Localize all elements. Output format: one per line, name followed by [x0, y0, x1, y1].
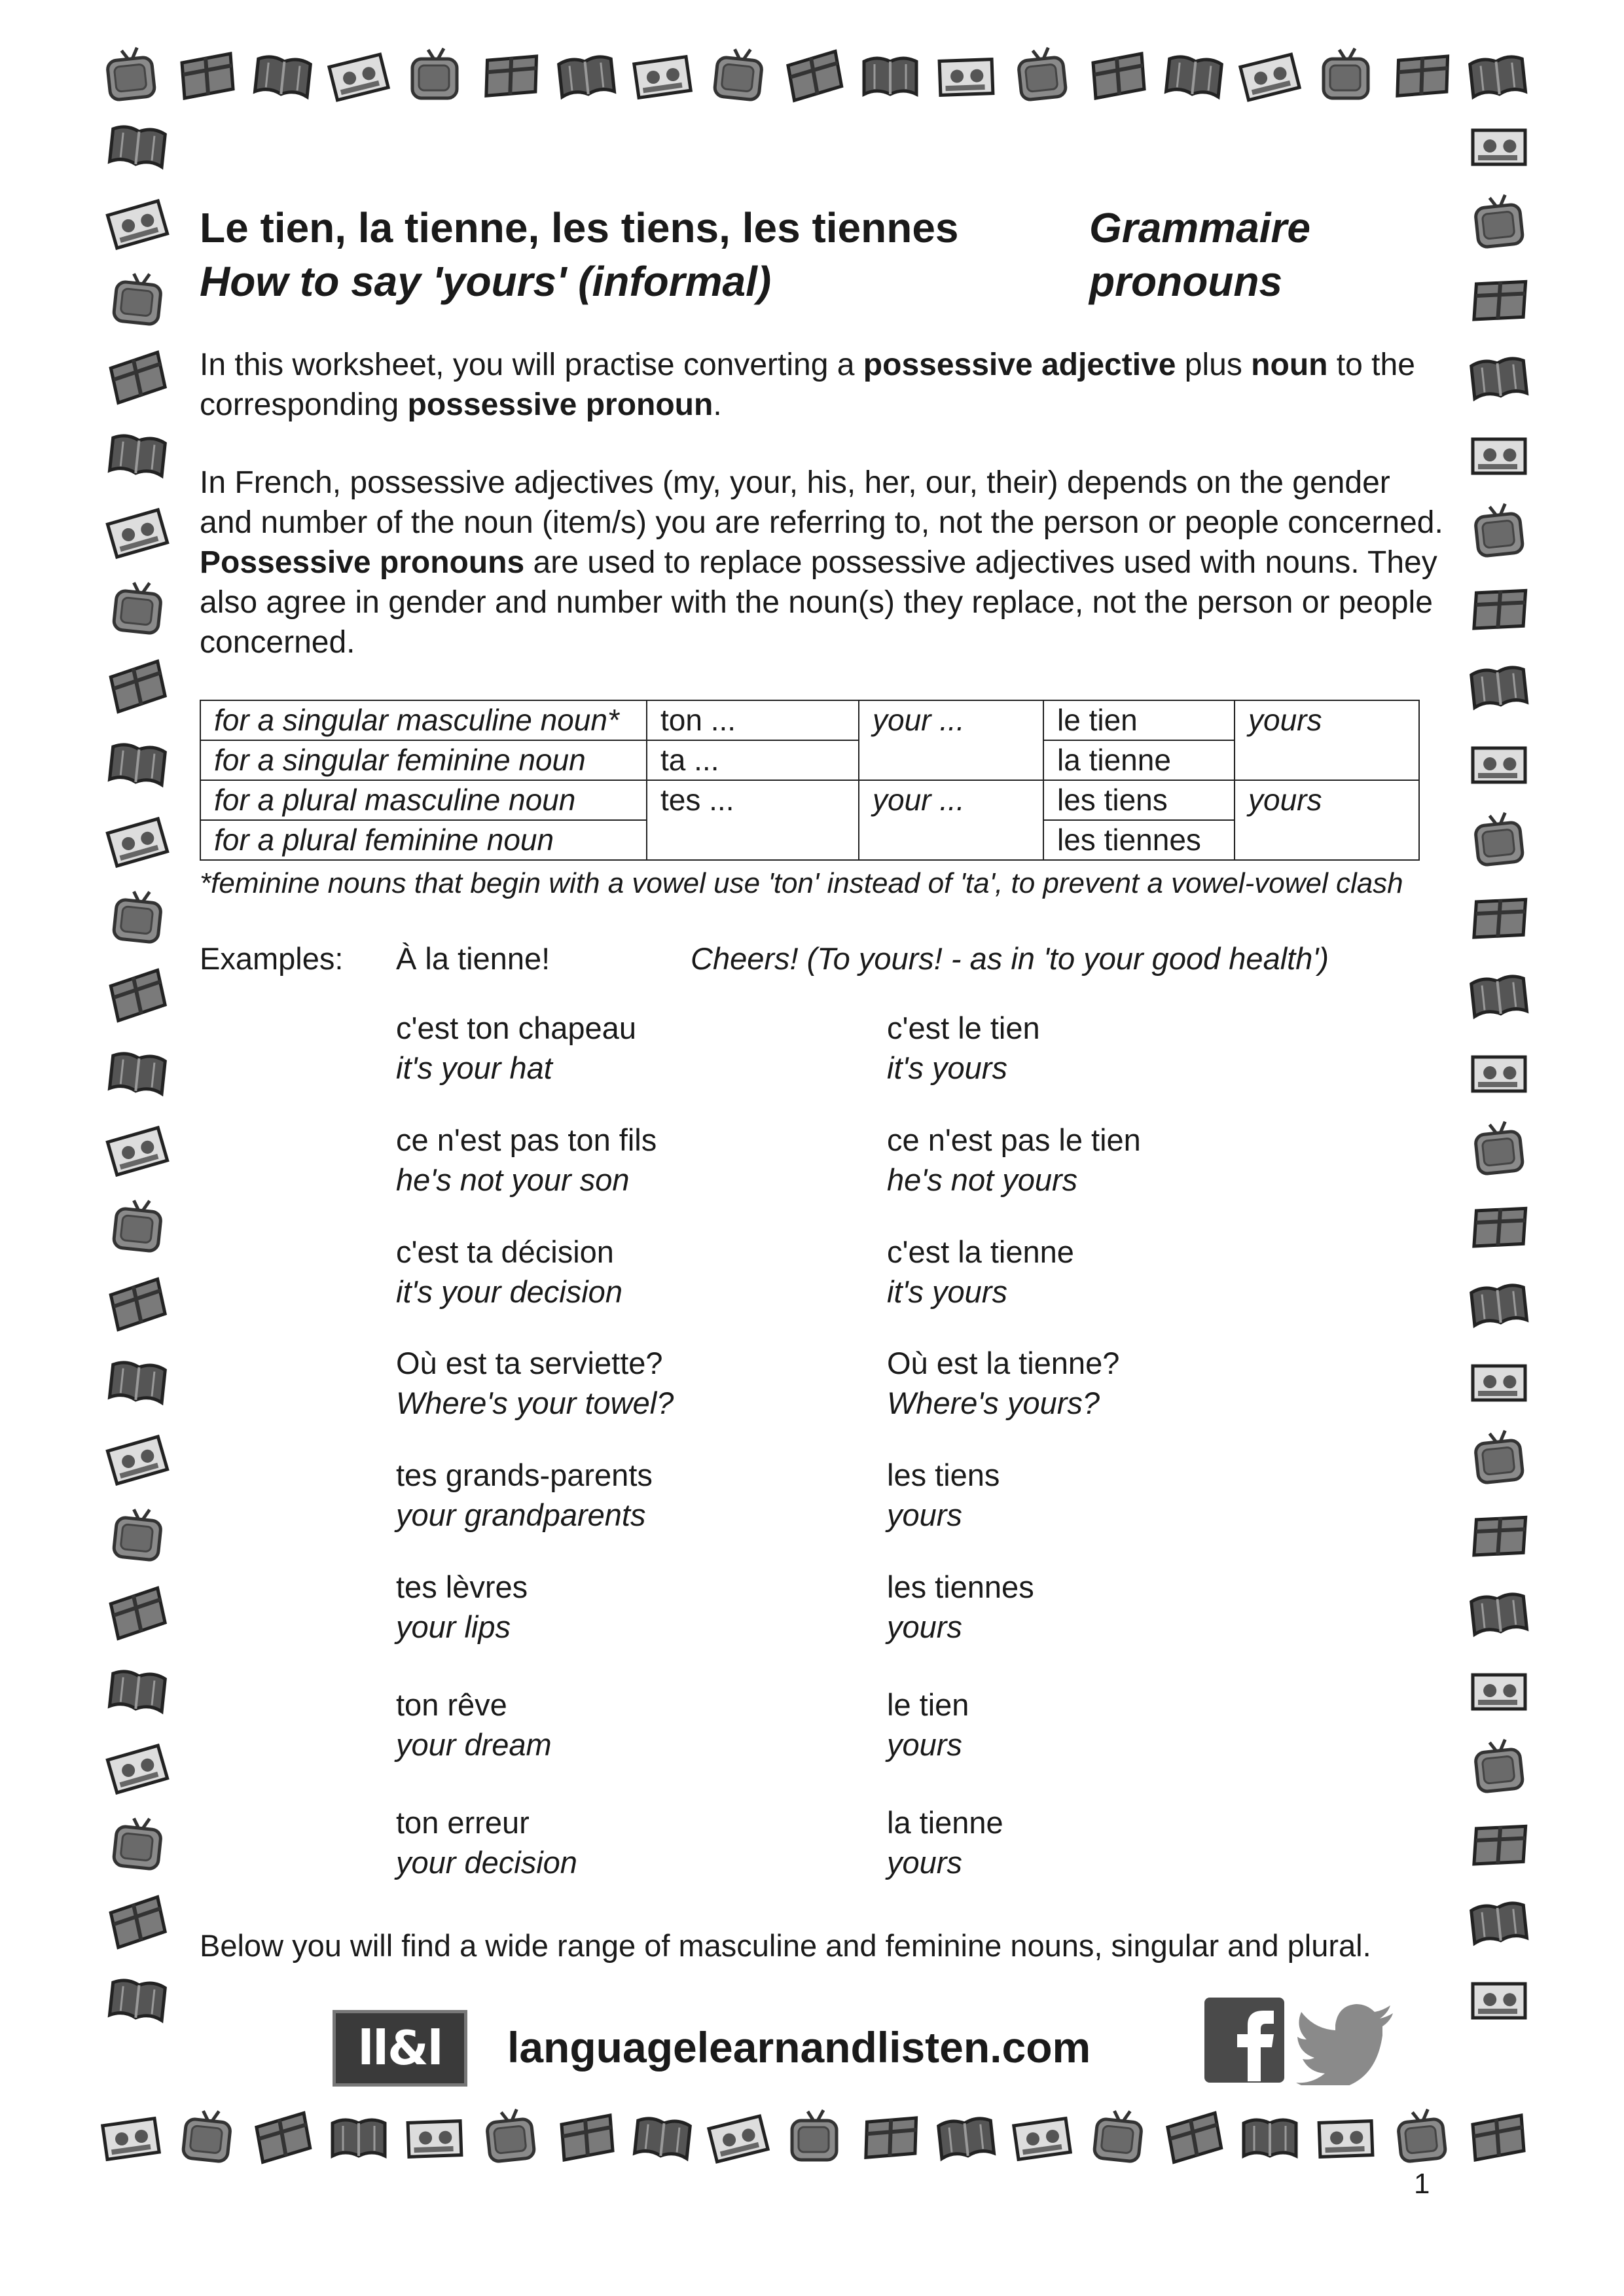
bold-term: Possessive pronouns	[200, 545, 525, 580]
ticket-icon	[1468, 1359, 1530, 1407]
table-cell-pronoun-en: yours	[1235, 700, 1419, 780]
flag-icon	[1471, 893, 1528, 944]
example-right-english: yours	[887, 1609, 962, 1644]
text-run: are used to replace possessive adjectives used with nouns. They also agree in gender and number with the noun(s) they replace, not the person or people concerned.	[200, 545, 1437, 660]
book-icon	[558, 56, 614, 97]
table-cell-pronoun: le tien	[1043, 700, 1235, 740]
examples-label: Examples:	[200, 941, 344, 976]
example-right-english: it's yours	[887, 1274, 1007, 1309]
tv-icon	[1017, 46, 1067, 101]
page-title: Le tien, la tienne, les tiens, les tiennes	[200, 204, 959, 251]
tv-icon	[1474, 1738, 1524, 1793]
example-right-french: les tiens	[887, 1458, 1000, 1492]
flag-icon	[1395, 51, 1451, 101]
flag-icon	[109, 1588, 166, 1639]
example-right	[887, 1343, 1119, 1423]
flag-icon	[863, 2113, 919, 2162]
example-right-french: la tienne	[887, 1805, 1003, 1840]
book-icon	[110, 1361, 166, 1403]
ticket-icon	[1468, 741, 1530, 789]
flag-icon	[1471, 1820, 1528, 1871]
tv-icon	[1094, 2108, 1144, 2162]
example-left-english: it's your decision	[396, 1274, 623, 1309]
website-url[interactable]: languagelearnandlisten.com	[507, 2023, 1091, 2072]
toast-english: Cheers! (To yours! - as in 'to your good health')	[691, 941, 1329, 976]
tv-icon	[113, 580, 163, 634]
tv-icon	[714, 46, 764, 101]
example-right	[887, 1232, 1074, 1312]
flag-icon	[787, 51, 842, 101]
example-left-english: it's your hat	[396, 1050, 552, 1085]
flag-icon	[1473, 2115, 1524, 2160]
table-cell-adjective: ta ...	[647, 740, 859, 780]
text-run: .	[713, 387, 722, 422]
ticket-icon	[1240, 54, 1301, 100]
example-right	[887, 1803, 1003, 1882]
ticket-icon	[1468, 123, 1530, 171]
example-left-french: tes lèvres	[396, 1570, 528, 1604]
example-right-french: Où est la tienne?	[887, 1346, 1120, 1380]
table-cell-adjective: ton ...	[647, 700, 859, 740]
bold-term: possessive adjective	[863, 348, 1176, 382]
example-left-english: he's not your son	[396, 1162, 630, 1197]
bold-term: possessive pronoun	[407, 387, 713, 422]
example-right	[887, 1120, 1141, 1200]
ticket-icon	[107, 818, 168, 867]
flag-icon	[1471, 584, 1528, 635]
example-left	[396, 1567, 528, 1647]
flag-icon	[109, 352, 166, 403]
table-cell-label: for a singular masculine noun*	[200, 700, 647, 740]
book-icon	[333, 2120, 385, 2156]
flag-icon	[1471, 275, 1528, 326]
tv-icon	[792, 2110, 837, 2160]
ticket-icon	[405, 2115, 465, 2162]
example-left	[396, 1455, 653, 1535]
example-right-english: yours	[887, 1727, 962, 1762]
example-right-english: he's not yours	[887, 1162, 1078, 1197]
intro-paragraph-1	[200, 345, 1443, 425]
table-cell-adjective: tes ...	[647, 780, 859, 860]
topic-label: pronouns	[1089, 258, 1283, 305]
ticket-icon	[107, 1436, 168, 1484]
ticket-icon	[103, 2119, 159, 2160]
text-run: to the corresponding	[200, 348, 1415, 422]
tv-icon	[113, 1507, 163, 1561]
book-icon	[110, 126, 166, 167]
flag-icon	[182, 54, 233, 98]
example-left-french: ton erreur	[396, 1805, 530, 1840]
twitter-icon[interactable]	[1295, 2001, 1399, 2085]
tv-icon	[1474, 194, 1524, 248]
ticket-icon	[107, 1127, 168, 1175]
book-icon	[110, 1670, 166, 1712]
example-left	[396, 1803, 577, 1882]
example-left-english: your grandparents	[396, 1498, 646, 1532]
table-cell-pronoun-en: yours	[1235, 780, 1419, 860]
flag-icon	[1093, 54, 1144, 98]
book-icon	[255, 56, 311, 97]
ticket-icon	[1014, 2119, 1070, 2160]
tv-icon	[412, 48, 457, 98]
tv-icon	[1324, 48, 1368, 98]
ticket-icon	[936, 54, 997, 100]
example-left-french: Où est ta serviette?	[396, 1346, 663, 1380]
ticket-icon	[329, 54, 389, 100]
example-left-english: your lips	[396, 1609, 511, 1644]
category-label: Grammaire	[1089, 204, 1310, 251]
facebook-icon[interactable]	[1203, 1996, 1286, 2084]
book-icon	[864, 58, 916, 94]
ticket-icon	[107, 509, 168, 558]
example-right-french: c'est le tien	[887, 1011, 1040, 1045]
example-right-french: c'est la tienne	[887, 1234, 1074, 1269]
example-right	[887, 1008, 1040, 1088]
book-icon	[938, 2117, 994, 2159]
ticket-icon	[1468, 432, 1530, 480]
tv-icon	[113, 1816, 163, 1870]
flag-icon	[109, 1279, 166, 1330]
flag-icon	[1471, 1202, 1528, 1253]
table-row	[200, 780, 1419, 820]
tv-icon	[1397, 2108, 1447, 2162]
bold-term: noun	[1251, 348, 1328, 382]
ticket-icon	[634, 57, 691, 98]
example-left	[396, 1232, 623, 1312]
book-icon	[1470, 56, 1525, 97]
ticket-icon	[1316, 2115, 1377, 2162]
flag-icon	[109, 661, 166, 712]
ticket-icon	[107, 200, 168, 249]
flag-icon	[1471, 1511, 1528, 1562]
example-left	[396, 1008, 636, 1088]
example-left	[396, 1120, 657, 1200]
flag-icon	[562, 2115, 613, 2160]
example-right-french: ce n'est pas le tien	[887, 1122, 1141, 1157]
example-left-french: c'est ton chapeau	[396, 1011, 636, 1045]
tv-icon	[1474, 503, 1524, 557]
example-right-english: yours	[887, 1498, 962, 1532]
example-left-french: c'est ta décision	[396, 1234, 614, 1269]
ticket-icon	[1468, 1050, 1530, 1098]
example-left	[396, 1343, 674, 1423]
flag-icon	[1166, 2113, 1222, 2162]
flag-icon	[484, 51, 539, 101]
flag-icon	[255, 2113, 311, 2162]
table-cell-pronoun: les tiennes	[1043, 820, 1235, 860]
book-icon	[1471, 1902, 1526, 1943]
table-cell-label: for a plural masculine noun	[200, 780, 647, 820]
tv-icon	[113, 889, 163, 943]
example-right-english: yours	[887, 1845, 962, 1880]
table-cell-pronoun: la tienne	[1043, 740, 1235, 780]
example-right-french: le tien	[887, 1687, 969, 1722]
ticket-icon	[1468, 1668, 1530, 1716]
book-icon	[1244, 2120, 1296, 2156]
example-right-english: it's yours	[887, 1050, 1007, 1085]
example-left-english: your dream	[396, 1727, 552, 1762]
example-right-french: les tiennes	[887, 1570, 1034, 1604]
example-left-english: Where's your towel?	[396, 1386, 674, 1420]
tv-icon	[486, 2108, 535, 2162]
page-subtitle: How to say 'yours' (informal)	[200, 258, 772, 305]
tv-icon	[113, 1198, 163, 1252]
example-left	[396, 1685, 552, 1765]
possessive-table	[200, 700, 1420, 861]
example-left-french: ton rêve	[396, 1687, 507, 1722]
book-icon	[1471, 666, 1526, 708]
ticket-icon	[1468, 1977, 1530, 2025]
text-run: In this worksheet, you will practise converting a	[200, 348, 863, 382]
example-right	[887, 1567, 1034, 1647]
closing-sentence: Below you will find a wide range of masculine and feminine nouns, singular and plural.	[200, 1928, 1371, 1963]
page-number: 1	[1414, 2168, 1430, 2200]
ticket-icon	[107, 1745, 168, 1793]
example-right	[887, 1455, 1000, 1535]
tv-icon	[1474, 1121, 1524, 1175]
text-run: In French, possessive adjectives (my, your, his, her, our, their) depends on the gender and number of the noun (item/s) you are referring to, not the person or people concerned.	[200, 465, 1443, 540]
tv-icon	[183, 2108, 232, 2162]
tv-icon	[1474, 1429, 1524, 1484]
table-row	[200, 700, 1419, 740]
book-icon	[110, 744, 166, 785]
table-cell-adjective-en: your ...	[859, 700, 1043, 780]
book-icon	[1471, 1593, 1526, 1634]
text-run: plus	[1176, 348, 1252, 382]
table-cell-adjective-en: your ...	[859, 780, 1043, 860]
book-icon	[1166, 56, 1222, 97]
example-right	[887, 1685, 969, 1765]
book-icon	[1471, 975, 1526, 1016]
toast-french: À la tienne!	[396, 941, 550, 976]
flag-icon	[109, 970, 166, 1021]
table-footnote: *feminine nouns that begin with a vowel use 'ton' instead of 'ta', to prevent a vowel-vowel clash	[200, 867, 1403, 899]
intro-paragraph-2	[200, 463, 1443, 662]
table-cell-pronoun: les tiens	[1043, 780, 1235, 820]
tv-icon	[106, 46, 156, 101]
table-cell-label: for a singular feminine noun	[200, 740, 647, 780]
book-icon	[110, 435, 166, 476]
ticket-icon	[708, 2115, 769, 2162]
book-icon	[110, 1979, 166, 2020]
example-left-english: your decision	[396, 1845, 577, 1880]
example-left-french: ce n'est pas ton fils	[396, 1122, 657, 1157]
book-icon	[110, 1052, 166, 1094]
book-icon	[1471, 1284, 1526, 1325]
book-icon	[1471, 357, 1526, 399]
tv-icon	[1474, 812, 1524, 866]
table-cell-label: for a plural feminine noun	[200, 820, 647, 860]
tv-icon	[113, 271, 163, 325]
example-right-english: Where's yours?	[887, 1386, 1100, 1420]
book-icon	[635, 2117, 691, 2159]
flag-icon	[109, 1897, 166, 1948]
site-logo: ll&l	[333, 2010, 467, 2087]
example-left-french: tes grands-parents	[396, 1458, 653, 1492]
